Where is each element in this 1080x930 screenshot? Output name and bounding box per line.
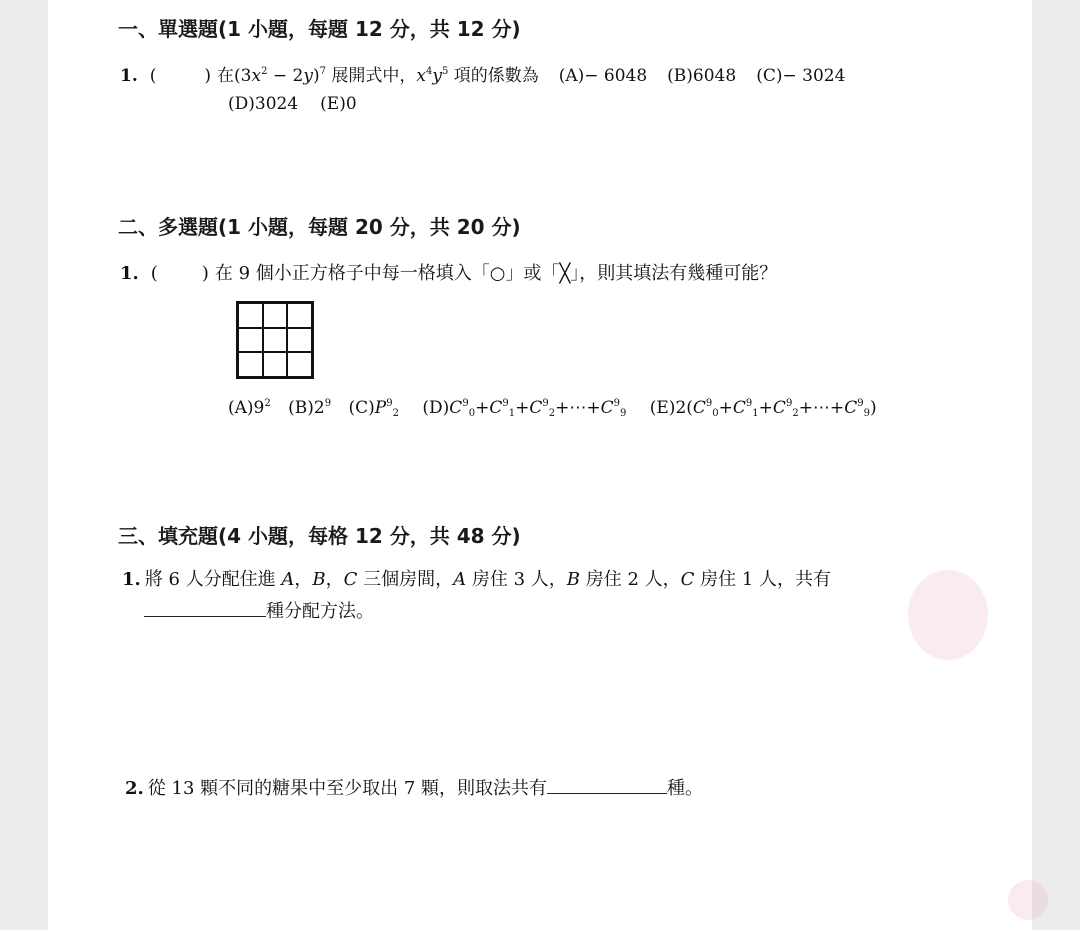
grid-cell [287, 303, 312, 328]
sub: 1 [752, 408, 759, 419]
s3-question-1-line2 [144, 598, 374, 624]
grid-cell [238, 328, 263, 353]
question-number: 1. [122, 569, 141, 590]
answer-paren-open: ( [149, 66, 157, 86]
question-number: 1. [120, 263, 139, 284]
s2-options [228, 396, 877, 420]
comb-c: C [600, 398, 614, 418]
paper-smudge-corner [1008, 880, 1048, 920]
option-c-label: (C) [348, 398, 375, 418]
sup: 9 [502, 398, 509, 409]
s3-question-2 [125, 775, 703, 801]
comb-c: C [692, 398, 706, 418]
three-by-three-grid [236, 301, 314, 379]
room-a: A [281, 569, 295, 590]
option-b-label: (B)2 [288, 398, 325, 418]
sup: 9 [542, 398, 549, 409]
grid-cell [263, 328, 288, 353]
sub: 0 [712, 408, 719, 419]
answer-paren-open: ( [150, 263, 158, 284]
question-number: 2. [125, 778, 144, 799]
q-text: ， [294, 569, 313, 590]
q-text: 房住 1 人，共有 [694, 569, 832, 590]
exp: 5 [441, 66, 449, 77]
comb-c: C [772, 398, 786, 418]
sup: 9 [705, 398, 713, 409]
option-d: (D)3024 [228, 94, 299, 114]
sub: 9 [619, 408, 627, 419]
comb-c: C [844, 398, 858, 418]
option-e [650, 398, 877, 418]
q-text: − 2 [267, 66, 304, 86]
room-c: C [343, 569, 358, 590]
exp: 2 [264, 398, 271, 409]
section-3-title: 三、填充題(4 小題，每格 12 分，共 48 分) [118, 524, 521, 548]
sup: 9 [857, 398, 864, 409]
option-d-label: (D) [422, 398, 450, 418]
q-text: 房住 3 人， [466, 569, 567, 590]
s1-question-1-line2 [228, 92, 357, 116]
perm-p: P [374, 398, 387, 418]
sub: 2 [548, 408, 556, 419]
q-text: 將 6 人分配住進 [144, 569, 282, 590]
grid-cell [263, 352, 288, 377]
grid-cell [287, 352, 312, 377]
rparen: ) [869, 398, 877, 418]
var-y: y [432, 66, 442, 86]
sup: 9 [386, 398, 393, 409]
var-x: x [251, 66, 262, 86]
q-text: ) [312, 66, 320, 86]
comb-c: C [732, 398, 746, 418]
grid-cell [238, 303, 263, 328]
exp: 7 [319, 66, 326, 77]
option-d [422, 398, 626, 418]
var-y: y [303, 66, 313, 86]
exp: 2 [261, 66, 268, 77]
exp: 9 [324, 398, 332, 409]
sup: 9 [613, 398, 620, 409]
sub: 2 [392, 408, 399, 419]
room-b: B [312, 569, 326, 590]
q-text: 展開式中， [325, 66, 417, 86]
sup: 9 [462, 398, 469, 409]
exp: 4 [425, 66, 433, 77]
option-e: (E)0 [320, 94, 357, 114]
option-a: (A)− 6048 [558, 66, 648, 86]
sup: 9 [745, 398, 753, 409]
option-a [228, 398, 271, 418]
room-b: B [566, 569, 581, 590]
sub: 2 [792, 408, 799, 419]
option-e-label: (E)2( [649, 398, 693, 418]
q-text: 項的係數為 [448, 66, 539, 86]
paper-smudge [908, 570, 988, 660]
answer-paren-close: ) [204, 66, 212, 86]
q-text: 三個房間， [357, 569, 454, 590]
s1-question-1 [120, 64, 845, 88]
option-b: (B)6048 [667, 66, 737, 86]
answer-blank[interactable] [144, 598, 266, 617]
option-a-label: (A)9 [228, 398, 265, 418]
var-x: x [416, 66, 426, 86]
option-c [349, 398, 399, 418]
sub: 9 [863, 408, 870, 419]
grid-cell [287, 328, 312, 353]
q-text: 在(3 [217, 66, 252, 86]
q-text: 房住 2 人， [580, 569, 681, 590]
q-text: 種分配方法。 [266, 601, 374, 622]
s3-question-1 [122, 568, 831, 592]
plus: + [758, 398, 773, 418]
q-text: 種。 [667, 778, 704, 799]
comb-c: C [529, 398, 543, 418]
question-number: 1. [120, 66, 138, 86]
answer-blank[interactable] [547, 775, 667, 794]
comb-c: C [449, 398, 463, 418]
room-a: A [453, 569, 467, 590]
comb-c: C [489, 398, 503, 418]
section-2-title: 二、多選題(1 小題，每題 20 分，共 20 分) [118, 215, 521, 239]
option-c: (C)− 3024 [756, 66, 846, 86]
plus: + [718, 398, 733, 418]
dots: +⋯+ [798, 398, 845, 418]
sup: 9 [785, 398, 793, 409]
plus: + [475, 398, 490, 418]
q-text: 從 13 顆不同的糖果中至少取出 7 顆，則取法共有 [147, 778, 548, 799]
s2-question-1 [120, 262, 777, 286]
sub: 0 [468, 408, 476, 419]
sub: 1 [508, 408, 516, 419]
plus: + [515, 398, 530, 418]
room-c: C [680, 569, 695, 590]
section-1-title: 一、單選題(1 小題，每題 12 分，共 12 分) [118, 17, 521, 41]
grid-cell [238, 352, 263, 377]
q-text: ， [325, 569, 344, 590]
answer-paren-close: ) [201, 263, 209, 284]
grid-cell [263, 303, 288, 328]
option-b [288, 398, 331, 418]
q-text: 在 9 個小正方格子中每一格填入「○」或「╳」，則其填法有幾種可能？ [214, 263, 778, 284]
dots: +⋯+ [555, 398, 601, 418]
